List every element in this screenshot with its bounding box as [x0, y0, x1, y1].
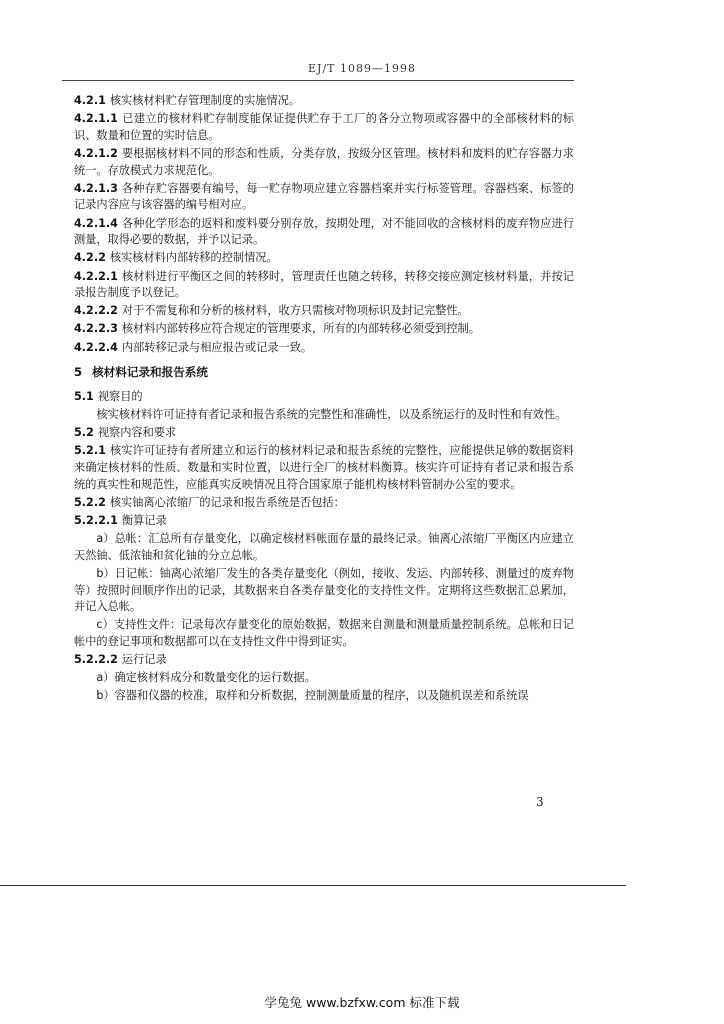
- clause-4-2-1-2: [74, 146, 574, 179]
- clause-5-2-1: [74, 443, 574, 493]
- clause-text: 已建立的核材料贮存制度能保证提供贮存于工厂的各分立物项或容器中的全部核材料的标识、数量和位置的实时信息。: [74, 112, 574, 142]
- clause-number: 4.2.1: [74, 94, 106, 107]
- watermark-footer: 学兔兔 www.bzfxw.com 标准下载: [264, 995, 460, 1010]
- clause-4-2-1: [74, 93, 574, 110]
- clause-title: 视察目的: [97, 389, 143, 403]
- section-5-heading: [74, 364, 574, 381]
- clause-number: 4.2.2: [74, 251, 106, 265]
- clause-number: 5.2.2.2: [74, 653, 118, 667]
- clause-4-2-2-3: [74, 321, 574, 338]
- clause-number: 5.2: [74, 426, 94, 440]
- clause-number: 4.2.2.1: [74, 269, 118, 283]
- clause-number: 4.2.1.1: [74, 112, 118, 126]
- clause-text: 核材料进行平衡区之间的转移时，管理责任也随之转移，转移交接应测定核材料量，并按记录报告制度予以登记。: [74, 269, 574, 300]
- clause-text: 内部转移记录与相应报告或记录一致。: [121, 340, 313, 354]
- clause-text: 核实核材料内部转移的控制情况。: [109, 251, 278, 265]
- clause-title: 衡算记录: [121, 513, 167, 527]
- clause-number: 5.2.2.1: [74, 513, 118, 527]
- section-title: 核材料记录和报告系统: [92, 365, 209, 380]
- clause-4-2-2-2: [74, 303, 574, 320]
- list-item: c）支持性文件：记录每次存量变化的原始数据，数据来自测量和测量质量控制系统。总帐和日记帐中的登记事项和数据都可以在支持性文件中得到证实。: [74, 618, 574, 648]
- clause-5-1-text: 核实核材料许可证持有者记录和报告系统的完整性和准确性，以及系统运行的及时性和有效性。: [96, 408, 567, 422]
- clause-5-2-2-2-heading: [74, 652, 574, 669]
- clause-text: 各种存贮容器要有编号，每一贮存物项应建立容器档案并实行标签管理。容器档案、标签的记录内容应与该容器的编号相对应。: [74, 181, 574, 212]
- list-item: b）日记帐：铀离心浓缩厂发生的各类存量变化（例如，接收、发运、内部转移、测量过的废弃物等）按照时间顺序作出的记录，其数据来自各类存量变化的支持性文件。定期将这些数据汇总累加，并记入总帐。: [74, 566, 574, 614]
- clause-text: 各种化学形态的返料和废料要分别存放，按期处理，对不能回收的含核材料的废弃物应进行测量，取得必要的数据，并予以记录。: [74, 216, 574, 247]
- clause-4-2-2-1: [74, 269, 574, 302]
- clause-number: 4.2.2.2: [74, 304, 118, 318]
- document-body: [74, 93, 574, 707]
- clause-text: 对于不需复称和分析的核材料，收方只需核对物项标识及封记完整性。: [121, 304, 469, 318]
- clause-4-2-1-3: [74, 181, 574, 214]
- list-item: a）总帐：汇总所有存量变化，以确定核材料帐面存量的最终记录。铀离心浓缩厂平衡区内应建立天然铀、低浓铀和贫化铀的分立总帐。: [74, 532, 574, 562]
- clause-title: 视察内容和要求: [97, 426, 177, 440]
- list-item: a）确定核材料成分和数量变化的运行数据。: [96, 671, 316, 685]
- clause-number: 4.2.1.4: [74, 216, 118, 230]
- clause-number: 5.2.2: [74, 495, 106, 509]
- clause-5-2-heading: [74, 425, 574, 442]
- clause-5-2-2-1-heading: [74, 513, 574, 530]
- clause-4-2-2: [74, 250, 574, 267]
- clause-number: 4.2.1.3: [74, 181, 118, 195]
- list-item: b）容器和仪器的校准，取样和分析数据，控制测量质量的程序，以及随机误差和系统误: [96, 689, 529, 703]
- standard-code-header: EJ/T 1089—1998: [308, 62, 416, 75]
- clause-5-2-2: [74, 495, 574, 512]
- section-number: 5: [74, 365, 83, 380]
- clause-text: 核实铀离心浓缩厂的记录和报告系统是否包括：: [109, 495, 345, 509]
- clause-number: 4.2.1.2: [74, 146, 118, 160]
- clause-number: 4.2.2.4: [74, 340, 118, 354]
- clause-4-2-2-4: [74, 340, 574, 357]
- clause-4-2-1-4: [74, 216, 574, 249]
- clause-number: 5.2.1: [74, 444, 106, 458]
- bottom-divider: [0, 885, 626, 886]
- clause-title: 运行记录: [121, 653, 167, 667]
- clause-text: 核实许可证持有者所建立和运行的核材料记录和报告系统的完整性，应能提供足够的数据资料来确定核材料的性质、数量和实时位置，以进行全厂的核材料衡算。核实许可证持有者记录和报告系统的真实性和规范性，应能真实反映情况且符合国家原子能机构核材料管制办公室的要求。: [74, 444, 574, 491]
- page-number: 3: [536, 795, 544, 809]
- clause-4-2-1-1: [74, 111, 574, 144]
- clause-5-1-heading: [74, 389, 574, 406]
- clause-text: 核实核材料贮存管理制度的实施情况。: [109, 94, 301, 107]
- header-divider: [62, 80, 574, 81]
- clause-number: 4.2.2.3: [74, 322, 118, 336]
- clause-text: 核材料内部转移应符合规定的管理要求，所有的内部转移必须受到控制。: [121, 322, 480, 336]
- clause-number: 5.1: [74, 389, 94, 403]
- clause-text: 要根据核材料不同的形态和性质，分类存放，按级分区管理。核材料和废料的贮存容器力求统一。存放模式力求规范化。: [74, 146, 574, 177]
